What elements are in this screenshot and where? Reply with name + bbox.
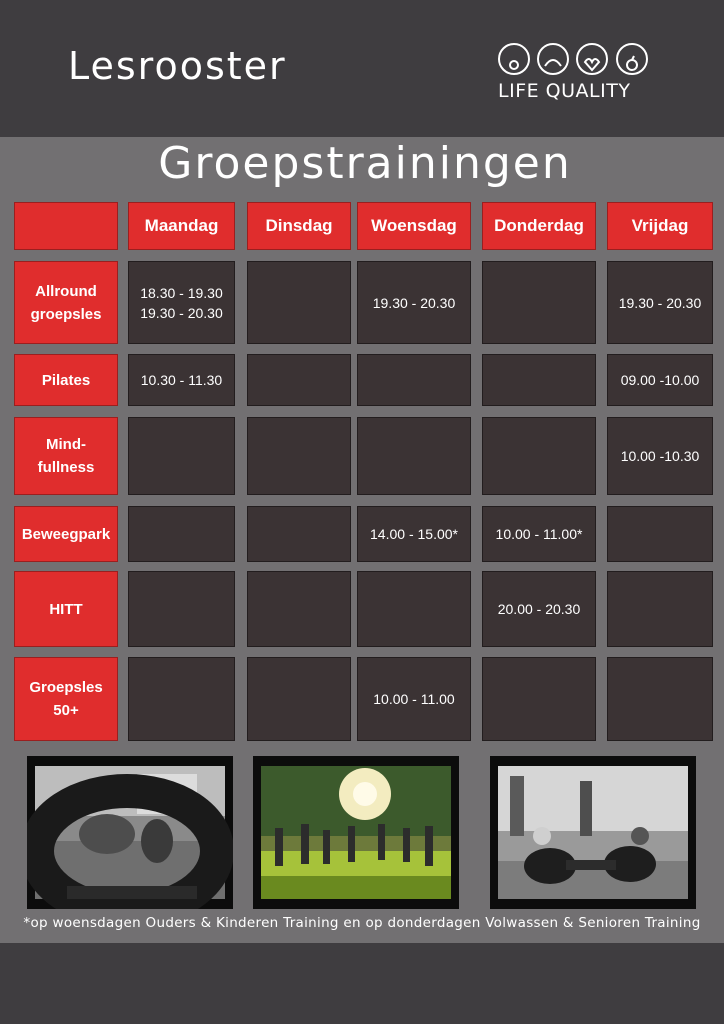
time-slot: 18.30 - 19.30 [140, 284, 223, 301]
day-header-woensdag: Woensdag [357, 202, 471, 250]
schedule-cell [482, 417, 596, 495]
row-label-cell [14, 417, 118, 495]
time-slot: 10.00 - 11.00 [373, 691, 455, 707]
schedule-cell [607, 571, 713, 647]
schedule-cell [482, 657, 596, 741]
time-slot: 19.30 - 20.30 [618, 294, 702, 311]
time-slot: 14.00 - 15.00* [370, 526, 458, 542]
footnote: *op woensdagen Ouders & Kinderen Training en op donderdagen Volwassen & Senioren Training [23, 915, 701, 931]
schedule-cell [357, 261, 471, 344]
time-slot: 10.00 - 11.00* [495, 526, 583, 542]
header-corner-cell [14, 202, 118, 250]
schedule-subtitle: Groepstrainingen [158, 138, 572, 189]
schedule-cell [357, 506, 471, 562]
schedule-cell [247, 506, 351, 562]
row-label-line: Allround [35, 282, 97, 300]
schedule-cell [482, 261, 596, 344]
schedule-cell [128, 261, 235, 344]
page-title: Lesrooster [68, 44, 287, 88]
row-label-cell [14, 354, 118, 406]
row-label-line: Pilates [41, 371, 91, 389]
schedule-cell [607, 506, 713, 562]
day-header-donderdag: Donderdag [482, 202, 596, 250]
schedule-cell [357, 571, 471, 647]
schedule-cell [607, 417, 713, 495]
day-header-dinsdag: Dinsdag [247, 202, 351, 250]
row-label-line: 50+ [53, 702, 79, 719]
schedule-cell [357, 417, 471, 495]
time-slot: 10.00 -10.30 [620, 448, 700, 464]
schedule-cell [128, 417, 235, 495]
page-header [0, 0, 724, 136]
row-label-cell [14, 657, 118, 741]
schedule-cell [482, 354, 596, 406]
row-label-cell [14, 261, 118, 344]
schedule-cell [128, 506, 235, 562]
row-label-cell [14, 571, 118, 647]
schedule-cell [482, 506, 596, 562]
schedule-cell [128, 354, 235, 406]
photo-partner-exercise [490, 756, 696, 909]
time-slot: 19.30 - 20.30 [140, 304, 223, 321]
page-footer-bar [0, 943, 724, 1024]
life-quality-logo [496, 40, 656, 106]
photo-kettlebell [27, 756, 233, 909]
day-header-maandag: Maandag [128, 202, 235, 250]
row-label-line: groepsles [30, 305, 102, 323]
row-label-line: HITT [49, 600, 83, 618]
schedule-cell [247, 354, 351, 406]
schedule-cell [128, 571, 235, 647]
schedule-cell [357, 354, 471, 406]
schedule-cell [247, 417, 351, 495]
day-header-vrijdag: Vrijdag [607, 202, 713, 250]
row-label-line: fullness [37, 459, 95, 476]
photo-park-group [253, 756, 459, 909]
row-label-line: Beweegpark [21, 525, 111, 543]
row-label-line: Mind- [46, 436, 86, 453]
time-slot: 20.00 - 20.30 [497, 601, 581, 617]
schedule-cell [128, 657, 235, 741]
schedule-cell [482, 571, 596, 647]
schedule-cell [247, 261, 351, 344]
schedule-cell [607, 657, 713, 741]
row-label-line: Groepsles [29, 679, 103, 696]
schedule-cell [357, 657, 471, 741]
schedule-cell [247, 657, 351, 741]
logo-text: LIFE QUALITY [498, 80, 631, 102]
schedule-cell [607, 261, 713, 344]
time-slot: 10.30 - 11.30 [140, 372, 223, 388]
time-slot: 19.30 - 20.30 [372, 294, 456, 311]
schedule-cell [247, 571, 351, 647]
time-slot: 09.00 -10.00 [620, 372, 700, 388]
row-label-cell [14, 506, 118, 562]
schedule-cell [607, 354, 713, 406]
